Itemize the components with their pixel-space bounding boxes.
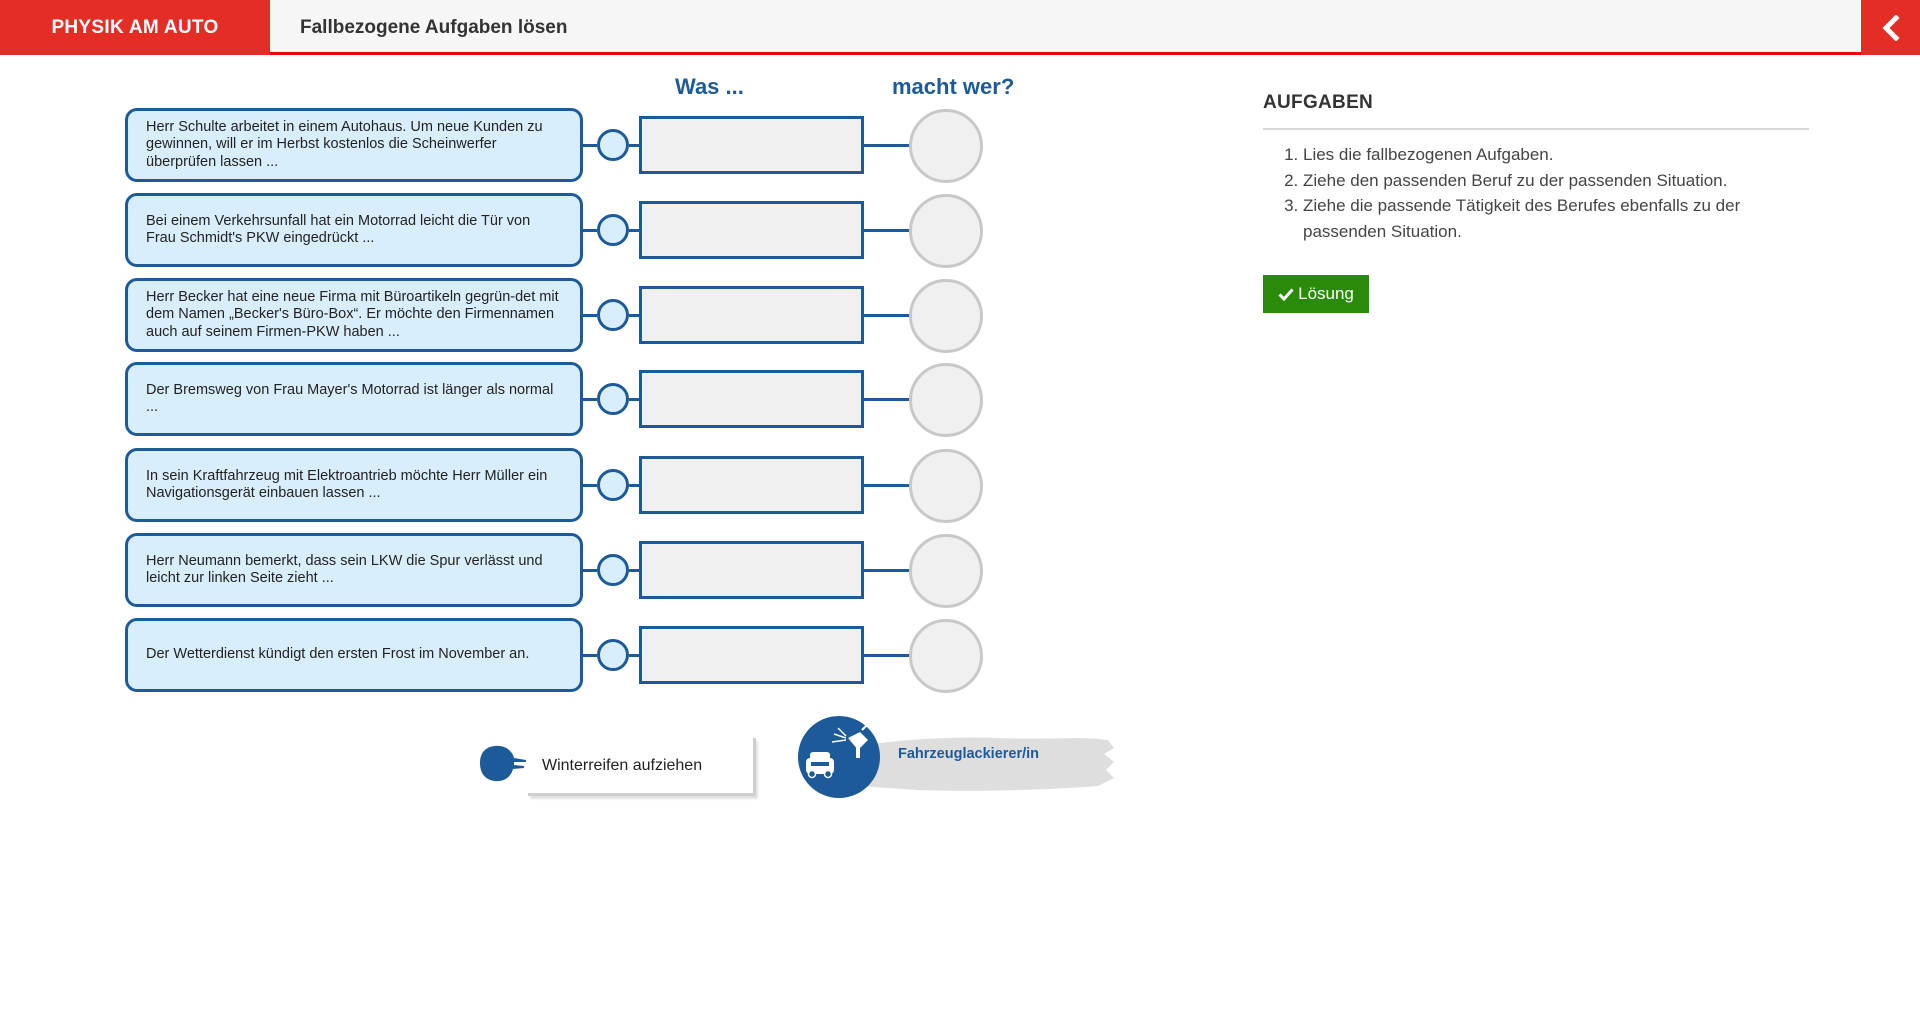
task-drop-zone[interactable]: [639, 541, 864, 599]
connector: [864, 484, 911, 487]
task-row: [125, 108, 985, 182]
connector-knob: [597, 383, 629, 415]
column-header-what: Was ...: [675, 74, 744, 99]
situation-card: Bei einem Verkehrsunfall hat ein Motorrad leicht die Tür von Frau Schmidt's PKW eingedrückt ...: [125, 193, 583, 267]
brand-logo: PHYSIK AM AUTO: [0, 0, 270, 55]
solution-button[interactable]: [1263, 275, 1369, 313]
job-label: Fahrzeuglackierer/in: [898, 746, 1040, 762]
task-drop-zone[interactable]: [639, 201, 864, 259]
situation-card: In sein Kraftfahrzeug mit Elektroantrieb möchte Herr Müller ein Navigationsgerät einbauen lassen ...: [125, 448, 583, 522]
connector: [583, 398, 597, 401]
connector: [864, 314, 911, 317]
chevron-left-icon: [1880, 15, 1902, 41]
job-drop-zone[interactable]: [909, 279, 983, 353]
back-button[interactable]: [1861, 0, 1920, 55]
connector: [864, 569, 911, 572]
situation-card: Herr Schulte arbeitet in einem Autohaus. Um neue Kunden zu gewinnen, will er im Herbst kostenlos die Scheinwerfer überprüfen lassen ...: [125, 108, 583, 182]
instructions-panel: [1263, 92, 1809, 303]
job-drop-zone[interactable]: [909, 194, 983, 268]
column-header-who: macht wer?: [892, 74, 1015, 99]
task-row: [125, 193, 985, 267]
drag-handle-icon: [478, 743, 528, 785]
task-drop-zone[interactable]: [639, 626, 864, 684]
task-drop-zone[interactable]: [639, 456, 864, 514]
checkmark-icon: [1278, 287, 1294, 301]
task-row: [125, 278, 985, 352]
situation-card: Der Wetterdienst kündigt den ersten Frost im November an.: [125, 618, 583, 692]
connector: [583, 144, 597, 147]
draggable-job[interactable]: [798, 716, 1120, 800]
task-drop-zone[interactable]: [639, 370, 864, 428]
situation-card: Herr Neumann bemerkt, dass sein LKW die Spur verlässt und leicht zur linken Seite zieht ...: [125, 533, 583, 607]
job-badge: [798, 716, 880, 798]
instruction-item: 2. Ziehe den passenden Beruf zu der passenden Situation.: [1303, 168, 1809, 194]
connector-knob: [597, 129, 629, 161]
job-drop-zone[interactable]: [909, 534, 983, 608]
connector: [583, 654, 597, 657]
connector-knob: [597, 469, 629, 501]
connector: [864, 398, 911, 401]
connector-knob: [597, 639, 629, 671]
connector: [583, 314, 597, 317]
task-label: Winterreifen aufziehen: [542, 756, 703, 774]
draggable-task[interactable]: [478, 738, 756, 798]
job-drop-zone[interactable]: [909, 449, 983, 523]
car-spray-painter-icon: [798, 716, 880, 798]
task-row: [125, 362, 985, 436]
connector-knob: [597, 299, 629, 331]
instruction-item: 3. Ziehe die passende Tätigkeit des Berufes ebenfalls zu der passenden Situation.: [1303, 193, 1809, 244]
instruction-item: 1. Lies die fallbezogenen Aufgaben.: [1303, 142, 1809, 168]
connector: [583, 484, 597, 487]
connector-knob: [597, 554, 629, 586]
instructions-list: [1263, 142, 1809, 244]
connector: [864, 654, 911, 657]
connector: [583, 569, 597, 572]
task-card: [528, 738, 756, 796]
connector: [864, 229, 911, 232]
task-drop-zone[interactable]: [639, 286, 864, 344]
situation-card: Der Bremsweg von Frau Mayer's Motorrad ist länger als normal ...: [125, 362, 583, 436]
situation-card: Herr Becker hat eine neue Firma mit Büroartikeln gegrün-det mit dem Namen „Becker's Büro-Box“. Er möchte den Firmennamen auch auf seinem Firmen-PKW haben ...: [125, 278, 583, 352]
task-row: [125, 533, 985, 607]
job-drop-zone[interactable]: [909, 363, 983, 437]
task-drop-zone[interactable]: [639, 116, 864, 174]
panel-title: AUFGABEN: [1263, 92, 1809, 130]
connector-knob: [597, 214, 629, 246]
task-row: [125, 618, 985, 692]
connector: [864, 144, 911, 147]
brush-stroke: [858, 734, 1116, 792]
page-title: Fallbezogene Aufgaben lösen: [300, 16, 568, 38]
solution-label: Lösung: [1298, 284, 1354, 303]
job-drop-zone[interactable]: [909, 109, 983, 183]
task-row: [125, 448, 985, 522]
job-drop-zone[interactable]: [909, 619, 983, 693]
top-bar: [0, 0, 1920, 55]
connector: [583, 229, 597, 232]
